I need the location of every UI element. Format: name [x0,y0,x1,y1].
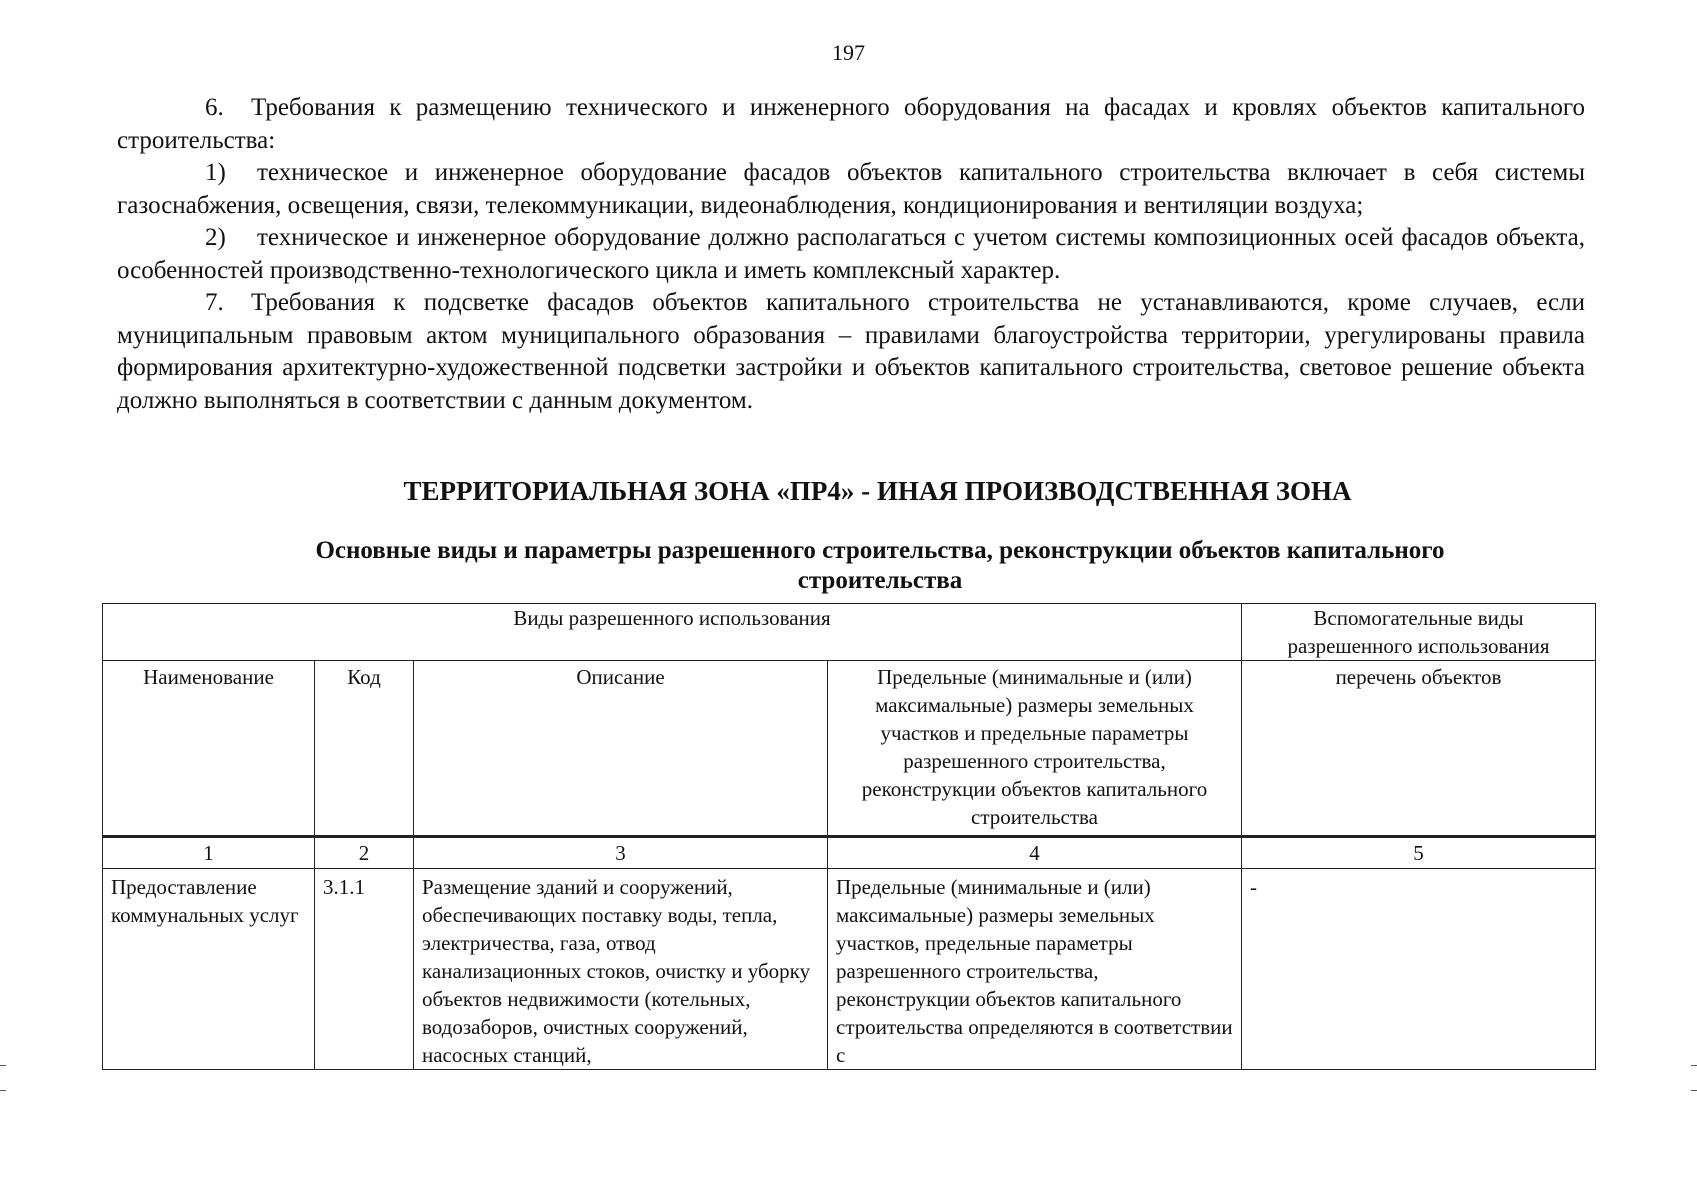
cell-code: 3.1.1 [315,869,414,1070]
group-header-main: Виды разрешенного использования [103,604,1242,661]
list-item-number: 1) [205,159,226,186]
paragraph-7 [117,287,1585,417]
list-item-text: техническое и инженерное оборудование фасадов объектов капитального строительства включает в себя системы газоснабжения, освещения, связи, телекоммуникации, видеонаблюдения, кондиционирования и вентиляции воздуха; [117,159,1585,219]
column-header-name: Наименование [103,661,315,837]
paragraph-text: Требования к подсветке фасадов объектов капитального строительства не устанавливаются, кроме случаев, если муниципальным правовым актом муниципального образования – правилами благоустройства территории, урегулированы правила формирования архитектурно-художественной подсветки застройки и объектов капитального строительства, световое решение объекта должно выполняться в соответствии с данным документом. [117,289,1585,414]
table-subtitle: Основные виды и параметры разрешенного строительства, реконструкции объектов капитального строительства [315,537,1445,594]
section-title: ТЕРРИТОРИАЛЬНАЯ ЗОНА «ПР4» - ИНАЯ ПРОИЗВОДСТВЕННАЯ ЗОНА [403,476,1352,506]
scan-edge-mark-right [1691,1065,1697,1091]
cell-limits: Предельные (минимальные и (или) максимальные) размеры земельных участков, предельные параметры разрешенного строительства, реконструкции объектов капитального строительства определяются в соответствии с [828,869,1242,1070]
paragraph-6-1 [117,157,1585,222]
cell-name: Предоставление коммунальных услуг [103,869,315,1070]
page-number: 197 [832,40,865,65]
paragraph-6 [117,92,1585,157]
list-item-text: техническое и инженерное оборудование должно располагаться с учетом системы композиционных осей фасадов объекта, особенностей производственно-технологического цикла и иметь комплексный характер. [117,224,1585,284]
cell-description: Размещение зданий и сооружений, обеспечивающих поставку воды, тепла, электричества, газа, отвод канализационных стоков, очистку и уборку объектов недвижимости (котельных, водозаборов, очистных сооружений, насосных станций, [414,869,828,1070]
column-number: 5 [1242,837,1596,869]
table-group-header-row [103,604,1596,661]
body-text [117,92,1585,417]
paragraph-number: 6. [205,94,224,121]
column-number: 4 [828,837,1242,869]
table-column-header-row [103,661,1596,837]
column-header-description: Описание [414,661,828,837]
paragraph-6-2 [117,222,1585,287]
list-item-number: 2) [205,224,226,251]
column-number: 2 [315,837,414,869]
zone-usage-table [102,603,1596,1070]
paragraph-text: Требования к размещению технического и инженерного оборудования на фасадах и кровлях объектов капитального строительства: [117,94,1585,154]
column-number: 3 [414,837,828,869]
group-header-aux: Вспомогательные виды разрешенного использования [1242,604,1596,661]
paragraph-number: 7. [205,289,224,316]
cell-aux: - [1242,869,1596,1070]
column-number: 1 [103,837,315,869]
column-header-code: Код [315,661,414,837]
column-header-limits: Предельные (минимальные и (или) максимальные) размеры земельных участков и предельные параметры разрешенного строительства, реконструкции объектов капитального строительства [828,661,1242,837]
scan-edge-mark-left [0,1065,6,1091]
column-header-objects: перечень объектов [1242,661,1596,837]
table-column-number-row [103,837,1596,869]
table-row [103,869,1596,1070]
